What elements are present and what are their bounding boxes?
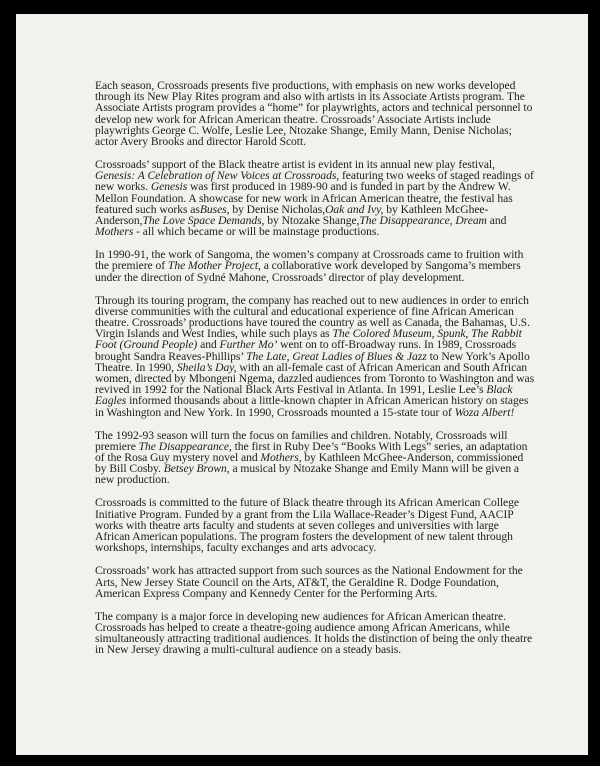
text-run: by Kathleen McGhee-Anderson, [95, 202, 489, 228]
text-run: was first produced in 1989-90 and is funded in part by the Andrew W. Mellon Foundation. A showcase for new work in African American theatre, the festival has featured such works as [95, 180, 513, 216]
text-run: a musical by Ntozake Shange and Emily Mann will be given a new production. [95, 462, 520, 487]
text-run: by Kathleen McGhee-Anderson, commissioned by Bill Cosby. [95, 451, 524, 476]
italic-title-run: The Disappearance, Dream [359, 214, 487, 228]
text-run: featuring two weeks of staged readings of new works. [95, 169, 534, 194]
text-run: and [486, 214, 507, 228]
paragraph-genesis-festival [95, 159, 536, 237]
text-run: and [197, 338, 220, 352]
italic-title-run: Betsey Brown, [163, 462, 230, 476]
text-run: informed thousands about a little-known chapter in African American history on stages in Washington and New York. In 1990, Crossroads mounted a 15-state tour of [95, 394, 529, 419]
italic-title-run: Woza Albert! [454, 405, 515, 419]
italic-title-run: Genesis [150, 180, 188, 194]
italic-title-run: The Disappearance, [138, 439, 232, 453]
paragraph-1992-93-season [95, 430, 536, 486]
italic-title-run: Genesis: A Celebration of New Voices at Crossroads, [95, 169, 340, 183]
text-run: by Denise Nicholas, [229, 202, 326, 216]
paragraph-touring-program [95, 295, 536, 418]
text-run: Each season, Crossroads presents five productions, with emphasis on new works developed through its New Play Rites program and also with artists in its Associate Artists program. The Associate Artists program provides a “home” for playwrights, actors and technical personnel to develop new work for African American theatre. Crossroads’ Associate Artists include playwrights George C. Wolfe, Leslie Lee, Ntozake Shange, Emily Mann, Denise Nicholas; actor Avery Brooks and director Harold Scott. [95, 79, 533, 149]
italic-title-run: The Late, Great Ladies of Blues & Jazz [246, 349, 427, 363]
italic-title-run: Sheila’s Day, [176, 360, 237, 374]
paragraph-sangoma [95, 249, 536, 283]
paragraph-college-initiative [95, 497, 536, 553]
text-run: to New York’s Apollo Theatre. In 1990, [95, 349, 530, 374]
italic-title-run: Buses, [199, 202, 230, 216]
text-run: by Ntozake Shange, [264, 214, 360, 228]
text-run: went on to off-Broadway runs. In 1989, Crossroads brought Sandra Reaves-Phillips’ [95, 338, 517, 363]
italic-title-run: The Mother Project, [167, 259, 261, 273]
italic-title-run: The Love Space Demands, [142, 214, 265, 228]
text-run: Through its touring program, the company has reached out to new audiences in order to enrich diverse communities with the cultural and educational experience of fine African American theatre. Crossroads’ productions have toured the country as well as Canada, the Bahamas, U.S. Virgin Islands and West Indies, while such plays as [95, 293, 530, 341]
italic-title-run: Oak and Ivy, [325, 202, 384, 216]
italic-title-run: Mothers, [260, 451, 302, 465]
text-run: with an all-female cast of African American and South African women, directed by Mbongeni Ngema, dazzled audiences from Toronto to Washington and was revived in 1992 for the National Black Arts Festival in Atlanta. In 1991, Leslie Lee’s [95, 360, 535, 397]
italic-title-run: Further Mo’ [219, 338, 278, 352]
italic-title-run: The Colored Museum, Spunk, The Rabbit Foot (Ground People) [95, 327, 522, 352]
text-run: - all which became or will be mainstage productions. [133, 225, 380, 239]
document-page [16, 14, 588, 755]
italic-title-run: Black Eagles [95, 383, 513, 408]
text-run: a collaborative work developed by Sangoma’s members under the direction of Sydné Mahone, Crossroads’ director of play development. [95, 259, 521, 284]
text-run: Crossroads is committed to the future of Black theatre through its African American College Initiative Program. Funded by a grant from the Lila Wallace-Reader’s Digest Fund, AACIP works with theatre arts faculty and students at seven colleges and universities with large African American populations. The program fosters the development of new talent through workshops, internships, faculty exchanges and arts advocacy. [95, 496, 519, 555]
paragraph-support-sources [95, 565, 536, 599]
italic-title-run: Mothers [95, 225, 134, 239]
text-run: The company is a major force in developing new audiences for African American theatre. Crossroads has helped to create a theatre-going audience among African Americans, while simultaneously attracting traditional audiences. It holds the distinction of being the only theatre in New Jersey drawing a multi-cultural audience on a steady basis. [95, 609, 533, 657]
paragraph-associate-artists [95, 80, 536, 147]
text-run: Crossroads’ support of the Black theatre artist is evident in its annual new play festival, [95, 158, 495, 172]
text-run: In 1990-91, the work of Sangoma, the women’s company at Crossroads came to fruition with the premiere of [95, 248, 524, 273]
text-run: Crossroads’ work has attracted support from such sources as the National Endowment for the Arts, New Jersey State Council on the Arts, AT&T, the Geraldine R. Dodge Foundation, American Express Company and Kennedy Center for the Performing Arts. [95, 564, 523, 600]
paragraph-audience-development [95, 611, 536, 656]
text-run: The 1992-93 season will turn the focus on families and children. Notably, Crossroads will premiere [95, 428, 508, 453]
text-run: the first in Ruby Dee’s “Books With Legs” series, an adaptation of the Rosa Guy mystery novel and [95, 439, 528, 465]
